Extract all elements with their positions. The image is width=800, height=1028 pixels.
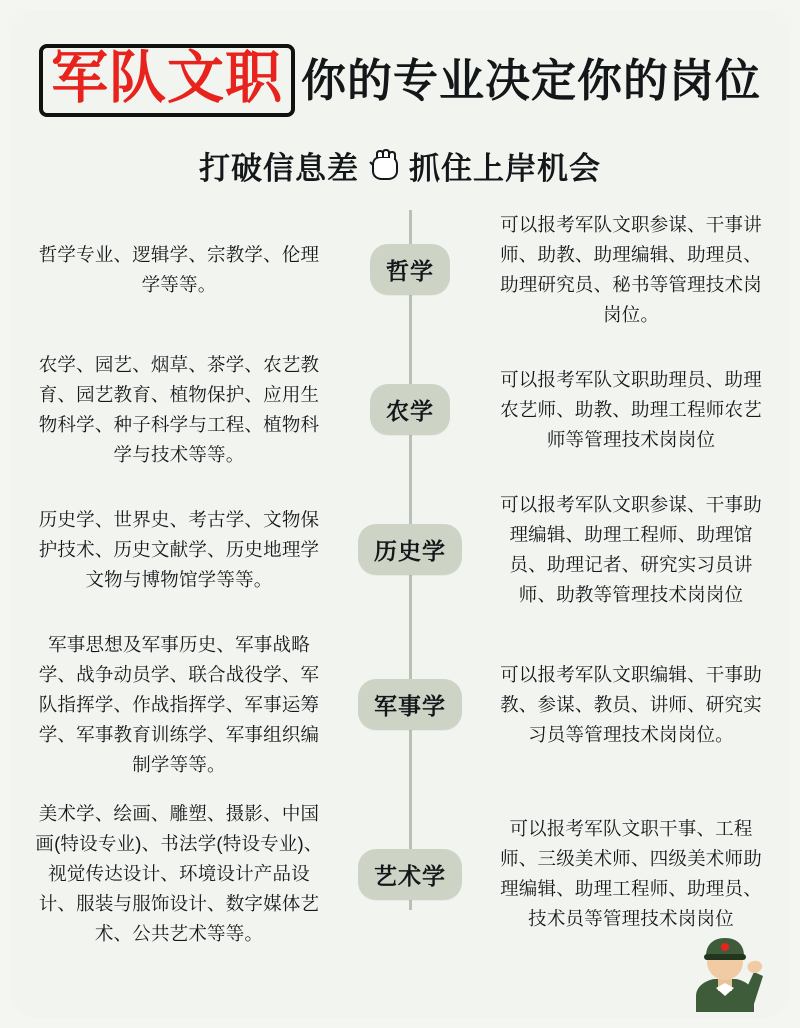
category-pill[interactable]: 农学: [370, 384, 450, 435]
category-pill[interactable]: 哲学: [370, 244, 450, 295]
category-pill-wrap: [340, 524, 480, 575]
table-row: [10, 350, 790, 470]
table-row: [10, 490, 790, 610]
majors-text: 历史学、世界史、考古学、文物保护技术、历史文献学、历史地理学文物与博物馆学等等。: [38, 508, 320, 590]
poster-card: [10, 10, 790, 1018]
category-pill[interactable]: 军事学: [358, 679, 462, 730]
category-pill-wrap: [340, 679, 480, 730]
majors-text: 美术学、绘画、雕塑、摄影、中国画(特设专业)、书法学(特设专业)、视觉传达设计、环境设计产品设计、服装与服饰设计、数字媒体艺术、公共艺术等等。: [35, 803, 323, 945]
majors-text: 军事思想及军事历史、军事战略学、战争动员学、联合战役学、军队指挥学、作战指挥学、军事运筹学、军事教育训练学、军事组织编制学等等。: [38, 633, 320, 775]
positions-text: 可以报考军队文职干事、工程师、三级美术师、四级美术师助理编辑、助理工程师、助理员、技术员等管理技术岗岗位: [500, 818, 762, 930]
title-highlight: 军队文职: [39, 44, 295, 117]
majors-text: 哲学专业、逻辑学、宗教学、伦理学等等。: [38, 243, 320, 295]
subtitle-left-text: 打破信息差: [199, 151, 359, 186]
table-row: [10, 210, 790, 330]
positions-text: 可以报考军队文职助理员、助理农艺师、助教、助理工程师农艺师等管理技术岗岗位: [500, 368, 762, 450]
positions-text: 可以报考军队文职参谋、干事讲师、助教、助理编辑、助理员、助理研究员、秘书等管理技术岗岗位。: [500, 214, 762, 325]
table-row: [10, 799, 790, 949]
category-pill-wrap: [340, 849, 480, 900]
subtitle-right-text: 抓住上岸机会: [409, 151, 601, 186]
header: [10, 10, 790, 188]
category-rows: [10, 210, 790, 949]
majors-text: 农学、园艺、烟草、茶学、农艺教育、园艺教育、植物保护、应用生物科学、种子科学与工程、植物科学与技术等等。: [38, 353, 320, 465]
fist-icon: [363, 145, 405, 187]
positions-text: 可以报考军队文职编辑、干事助教、参谋、教员、讲师、研究实习员等管理技术岗岗位。: [500, 663, 762, 745]
category-pill[interactable]: 艺术学: [358, 849, 462, 900]
title-rest: 你的专业决定你的岗位: [300, 55, 761, 106]
subtitle: [10, 143, 790, 188]
category-pill-wrap: [340, 384, 480, 435]
category-pill-wrap: [340, 244, 480, 295]
category-pill[interactable]: 历史学: [358, 524, 462, 575]
table-row: [10, 630, 790, 780]
main-title: [10, 44, 790, 117]
positions-text: 可以报考军队文职参谋、干事助理编辑、助理工程师、助理馆员、助理记者、研究实习员讲师、助教等管理技术岗岗位: [500, 493, 762, 605]
saluting-soldier-icon: [676, 920, 772, 1012]
